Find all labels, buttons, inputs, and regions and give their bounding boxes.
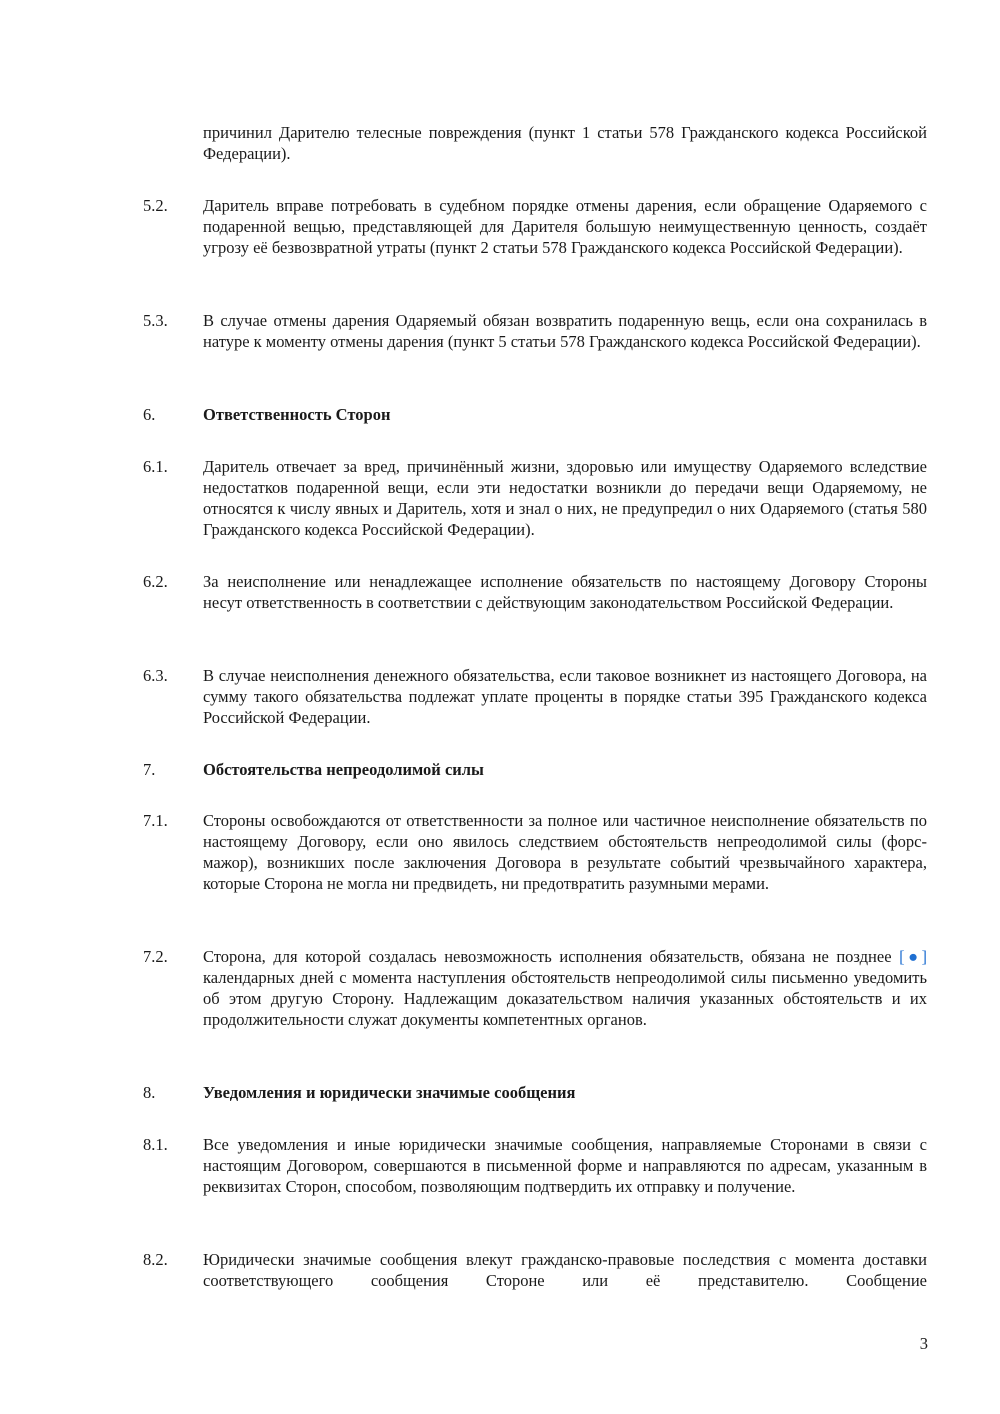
- section-number: 8.: [143, 1083, 156, 1102]
- clause-number: 7.2.: [143, 947, 168, 966]
- clause-text: В случае неисполнения денежного обязательства, если таковое возникнет из настоящего Договора, на сумму такого обязательства подлежат уплате проценты в порядке статьи 395 Гражданского кодекса Российской Федерации.: [203, 666, 927, 727]
- section-title: Обстоятельства непреодолимой силы: [203, 760, 484, 779]
- section-number: 7.: [143, 760, 156, 779]
- blank-placeholder: [●]: [899, 947, 927, 966]
- clause-text: В случае отмены дарения Одаряемый обязан возвратить подаренную вещь, если она сохранилась в натуре к моменту отмены дарения (пункт 5 статьи 578 Гражданского кодекса Российской Федерации).: [203, 311, 927, 351]
- clause-number: 6.2.: [143, 572, 168, 591]
- section-number: 6.: [143, 405, 156, 424]
- clause-number: 6.3.: [143, 666, 168, 685]
- clause-text-part: календарных дней с момента наступления обстоятельств непреодолимой силы письменно уведомить об этом другую Сторону. Надлежащим доказательством наличия указанных обстоятельств и их продолжительности служат документы компетентных органов.: [203, 968, 927, 1029]
- page-number: 3: [919, 1334, 928, 1353]
- clause-number: 5.2.: [143, 196, 168, 215]
- clause-number: 5.3.: [143, 311, 168, 330]
- clause-text: Даритель вправе потребовать в судебном порядке отмены дарения, если обращение Одаряемого с подаренной вещью, представляющей для Дарителя большую неимущественную ценность, создаёт угрозу её безвозвратной утраты (пункт 2 статьи 578 Гражданского кодекса Российской Федерации).: [203, 196, 927, 257]
- clause-text: Стороны освобождаются от ответственности за полное или частичное неисполнение обязательств по настоящему Договору, если оно явилось следствием обстоятельств непреодолимой силы (форс-мажор), возникших после заключения Договора в результате событий чрезвычайного характера, которые Сторона не могла ни предвидеть, ни предотвратить разумными мерами.: [203, 811, 927, 893]
- clause-number: 8.2.: [143, 1250, 168, 1269]
- section-title: Уведомления и юридически значимые сообщения: [203, 1083, 576, 1102]
- clause-text: За неисполнение или ненадлежащее исполнение обязательств по настоящему Договору Стороны несут ответственность в соответствии с действующим законодательством Российской Федерации.: [203, 572, 927, 612]
- clause-text-part: Сторона, для которой создалась невозможность исполнения обязательств, обязана не позднее: [203, 947, 900, 966]
- clause-text: причинил Дарителю телесные повреждения (пункт 1 статьи 578 Гражданского кодекса Российской Федерации).: [203, 123, 927, 163]
- clause-number: 8.1.: [143, 1135, 168, 1154]
- clause-text: [203, 946, 927, 1030]
- clause-number: 7.1.: [143, 811, 168, 830]
- clause-text: Даритель отвечает за вред, причинённый жизни, здоровью или имуществу Одаряемого вследствие недостатков подаренной вещи, если эти недостатки возникли до передачи вещи Одаряемому, не относятся к числу явных и Даритель, хотя и знал о них, не предупредил о них Одаряемого (статья 580 Гражданского кодекса Российской Федерации).: [203, 457, 927, 539]
- clause-number: 6.1.: [143, 457, 168, 476]
- section-title: Ответственность Сторон: [203, 405, 391, 424]
- clause-text: Все уведомления и иные юридически значимые сообщения, направляемые Сторонами в связи с настоящим Договором, совершаются в письменной форме и направляются по адресам, указанным в реквизитах Сторон, способом, позволяющим подтвердить их отправку и получение.: [203, 1135, 927, 1196]
- clause-text: Юридически значимые сообщения влекут гражданско-правовые последствия с момента доставки соответствующего сообщения Стороне или её представителю. Сообщение: [203, 1250, 927, 1290]
